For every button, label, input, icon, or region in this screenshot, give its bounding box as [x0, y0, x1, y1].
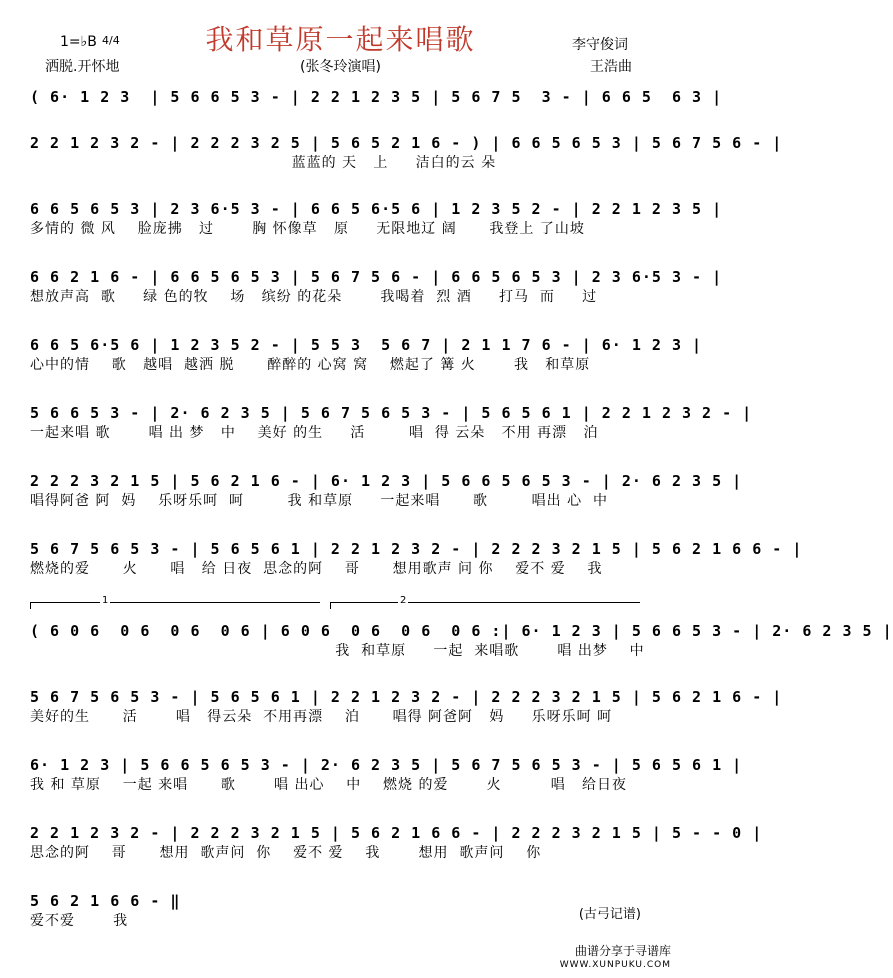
notes-line-10: 5 6 7 5 6 5 3 - | 5 6 5 6 1 | 2 2 1 2 3 2 - | 2 2 2 3 2 1 5 | 5 6 2 1 6 - |	[30, 688, 783, 706]
lyrics-line-10: 美好的生 活 唱 得云朵 不用再漂 泊 唱得 阿爸阿 妈 乐呀乐呵 呵	[30, 709, 613, 725]
score-line-6	[30, 404, 753, 442]
notes-line-8: 5 6 7 5 6 5 3 - | 5 6 5 6 1 | 2 2 1 2 3 2 - | 2 2 2 3 2 1 5 | 5 6 2 1 6 6 - |	[30, 540, 803, 558]
notes-line-9: ( 6 0 6 0 6 0 6 0 6 | 6 0 6 0 6 0 6 0 6 :| 6· 1 2 3 | 5 6 6 5 3 - | 2· 6 2 3 5 |	[30, 622, 893, 640]
volta-first-label: 1	[102, 595, 109, 606]
score-line-1	[30, 88, 723, 106]
score-line-5	[30, 336, 703, 374]
notes-line-3: 6 6 5 6 5 3 | 2 3 6·5 3 - | 6 6 5 6·5 6 | 1 2 3 5 2 - | 2 2 1 2 3 5 |	[30, 200, 723, 218]
notes-line-2: 2 2 1 2 3 2 - | 2 2 2 3 2 5 | 5 6 5 2 1 6 - ) | 6 6 5 6 5 3 | 5 6 7 5 6 - |	[30, 134, 783, 152]
lyrics-line-5: 心中的情 歌 越唱 越洒 脱 醉醉的 心窝 窝 燃起了 篝 火 我 和草原	[30, 357, 591, 373]
notes-line-1: ( 6· 1 2 3 | 5 6 6 5 3 - | 2 2 1 2 3 5 | 5 6 7 5 3 - | 6 6 5 6 3 |	[30, 88, 723, 106]
transcriber-note: (古弓记谱)	[578, 907, 641, 922]
notes-line-11: 6· 1 2 3 | 5 6 6 5 6 5 3 - | 2· 6 2 3 5 | 5 6 7 5 6 5 3 - | 5 6 5 6 1 |	[30, 756, 743, 774]
lyrics-line-13: 爱不爱 我	[30, 913, 129, 929]
footer-url: WWW.XUNPUKU.COM	[559, 960, 671, 970]
score-line-10	[30, 688, 783, 726]
mood-marking: 洒脱.开怀地	[45, 59, 120, 75]
lyrics-line-8: 燃烧的爱 火 唱 给 日夜 思念的阿 哥 想用歌声 问 你 爱不 爱 我	[30, 561, 603, 577]
volta-first-ending	[30, 595, 320, 606]
lyricist: 李守俊词	[572, 37, 628, 53]
volta-second-ending	[330, 595, 640, 606]
lyrics-line-11: 我 和 草原 一起 来唱 歌 唱 出心 中 燃烧 的爱 火 唱 给日夜	[30, 777, 628, 793]
lyrics-line-6: 一起来唱 歌 唱 出 梦 中 美好 的生 活 唱 得 云朵 不用 再漂 泊	[30, 425, 599, 441]
lyrics-line-4: 想放声高 歌 绿 色的牧 场 缤纷 的花朵 我喝着 烈 酒 打马 而 过	[30, 289, 598, 305]
notes-line-13: 5 6 2 1 6 6 - ‖	[30, 892, 181, 910]
song-title: 我和草原一起来唱歌	[205, 23, 476, 56]
score-line-13	[30, 892, 670, 930]
score-line-4	[30, 268, 723, 306]
time-signature: 4/4	[102, 34, 120, 47]
score-line-8	[30, 540, 803, 578]
lyrics-line-3: 多情的 微 风 脸庞拂 过 胸 怀像草 原 无限地辽 阔 我登上 了山坡	[30, 221, 585, 237]
score-line-12	[30, 824, 763, 862]
notes-line-5: 6 6 5 6·5 6 | 1 2 3 5 2 - | 5 5 3 5 6 7 | 2 1 1 7 6 - | 6· 1 2 3 |	[30, 336, 703, 354]
lyrics-line-9: 我 和草原 一起 来唱歌 唱 出梦 中	[30, 643, 645, 659]
lyrics-line-12: 思念的阿 哥 想用 歌声问 你 爱不 爱 我 想用 歌声问 你	[30, 845, 542, 861]
notes-line-7: 2 2 2 3 2 1 5 | 5 6 2 1 6 - | 6· 1 2 3 | 5 6 6 5 6 5 3 - | 2· 6 2 3 5 |	[30, 472, 743, 490]
watermark-footer	[560, 944, 671, 972]
score-line-3	[30, 200, 723, 238]
performer: (张冬玲演唱)	[300, 59, 381, 75]
key-signature: 1=♭B	[60, 34, 97, 50]
score-line-9	[30, 622, 893, 660]
notes-line-12: 2 2 1 2 3 2 - | 2 2 2 3 2 1 5 | 5 6 2 1 6 6 - | 2 2 2 3 2 1 5 | 5 - - 0 |	[30, 824, 763, 842]
score-line-11	[30, 756, 743, 794]
volta-second-label: 2	[400, 595, 407, 606]
notes-line-4: 6 6 2 1 6 - | 6 6 5 6 5 3 | 5 6 7 5 6 - | 6 6 5 6 5 3 | 2 3 6·5 3 - |	[30, 268, 723, 286]
notes-line-6: 5 6 6 5 3 - | 2· 6 2 3 5 | 5 6 7 5 6 5 3 - | 5 6 5 6 1 | 2 2 1 2 3 2 - |	[30, 404, 753, 422]
composer: 王浩曲	[590, 59, 632, 75]
lyrics-line-2: 蓝蓝的 天 上 洁白的云 朵	[30, 155, 497, 171]
score-line-7	[30, 472, 743, 510]
lyrics-line-7: 唱得阿爸 阿 妈 乐呀乐呵 呵 我 和草原 一起来唱 歌 唱出 心 中	[30, 493, 609, 509]
score-line-2	[30, 134, 783, 172]
footer-text: 曲谱分享于寻谱库	[574, 944, 671, 958]
